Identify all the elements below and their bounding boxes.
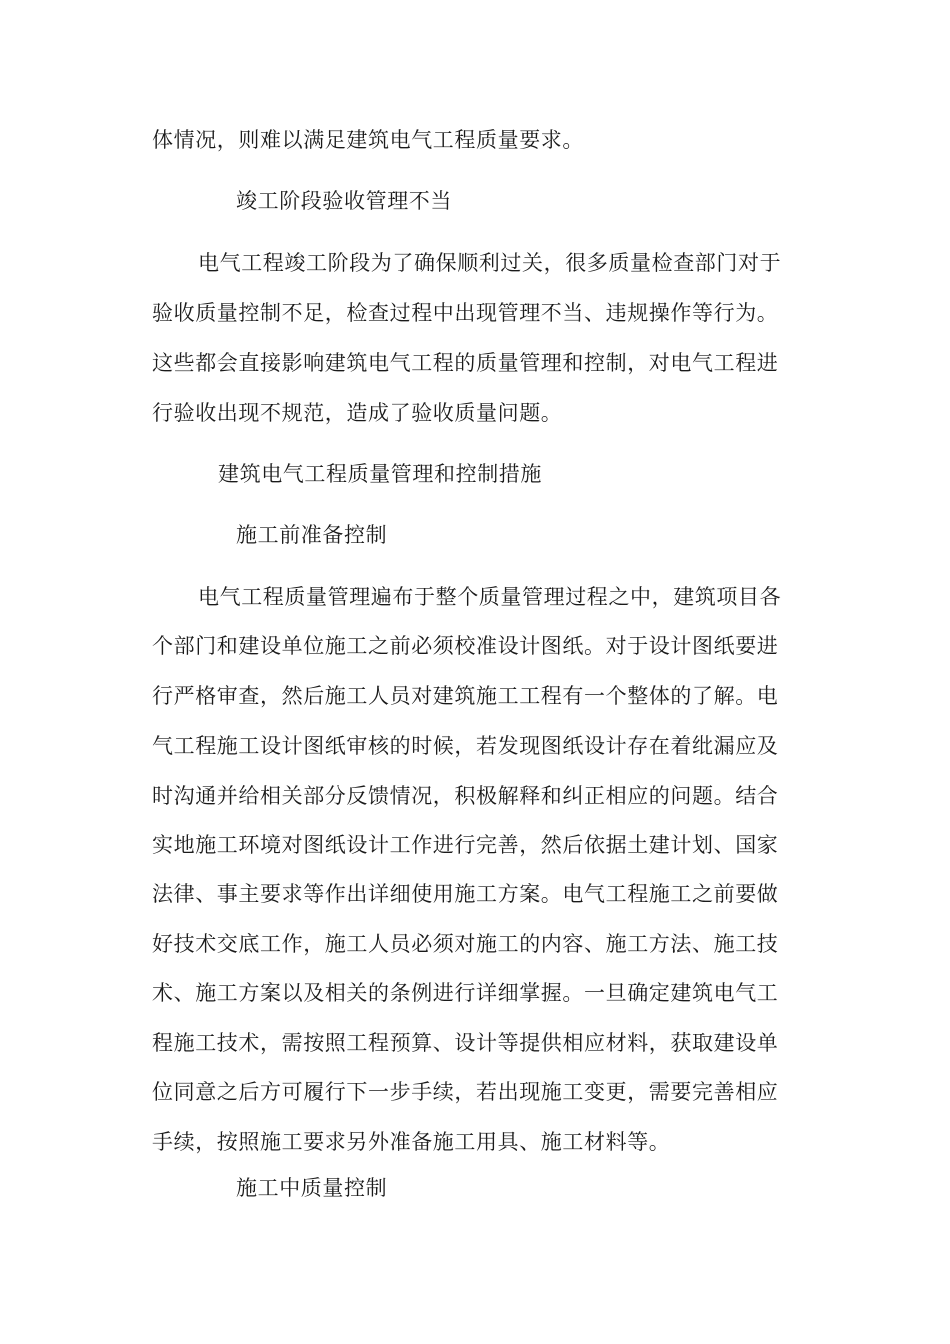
paragraph-line: 电气工程质量管理遍布于整个质量管理过程之中，建筑项目各: [198, 585, 782, 609]
paragraph-line: 术、施工方案以及相关的条例进行详细掌握。一旦确定建筑电气工: [152, 981, 779, 1005]
section-heading: 建筑电气工程质量管理和控制措施: [218, 462, 542, 486]
paragraph-line: 验收质量控制不足，检查过程中出现管理不当、违规操作等行为。: [152, 301, 779, 325]
paragraph-line: 电气工程竣工阶段为了确保顺利过关，很多质量检查部门对于: [198, 251, 782, 275]
paragraph-line: 实地施工环境对图纸设计工作进行完善，然后依据土建计划、国家: [152, 833, 779, 857]
paragraph-line: 行严格审查，然后施工人员对建筑施工工程有一个整体的了解。电: [152, 684, 779, 708]
subsection-heading: 施工中质量控制: [236, 1176, 388, 1200]
paragraph-line: 体情况，则难以满足建筑电气工程质量要求。: [152, 128, 584, 152]
paragraph-line: 这些都会直接影响建筑电气工程的质量管理和控制，对电气工程进: [152, 351, 779, 375]
paragraph-line: 手续，按照施工要求另外准备施工用具、施工材料等。: [152, 1130, 671, 1154]
subsection-heading: 施工前准备控制: [236, 523, 388, 547]
paragraph-line: 法律、事主要求等作出详细使用施工方案。电气工程施工之前要做: [152, 882, 779, 906]
paragraph-line: 程施工技术，需按照工程预算、设计等提供相应材料，获取建设单: [152, 1031, 779, 1055]
section-heading: 竣工阶段验收管理不当: [236, 189, 452, 213]
paragraph-line: 好技术交底工作，施工人员必须对施工的内容、施工方法、施工技: [152, 932, 779, 956]
paragraph-line: 气工程施工设计图纸审核的时候，若发现图纸设计存在着纰漏应及: [152, 734, 779, 758]
paragraph-line: 位同意之后方可履行下一步手续，若出现施工变更，需要完善相应: [152, 1080, 779, 1104]
paragraph-line: 时沟通并给相关部分反馈情况，积极解释和纠正相应的问题。结合: [152, 784, 779, 808]
paragraph-line: 个部门和建设单位施工之前必须校准设计图纸。对于设计图纸要进: [152, 634, 779, 658]
paragraph-line: 行验收出现不规范，造成了验收质量问题。: [152, 401, 563, 425]
